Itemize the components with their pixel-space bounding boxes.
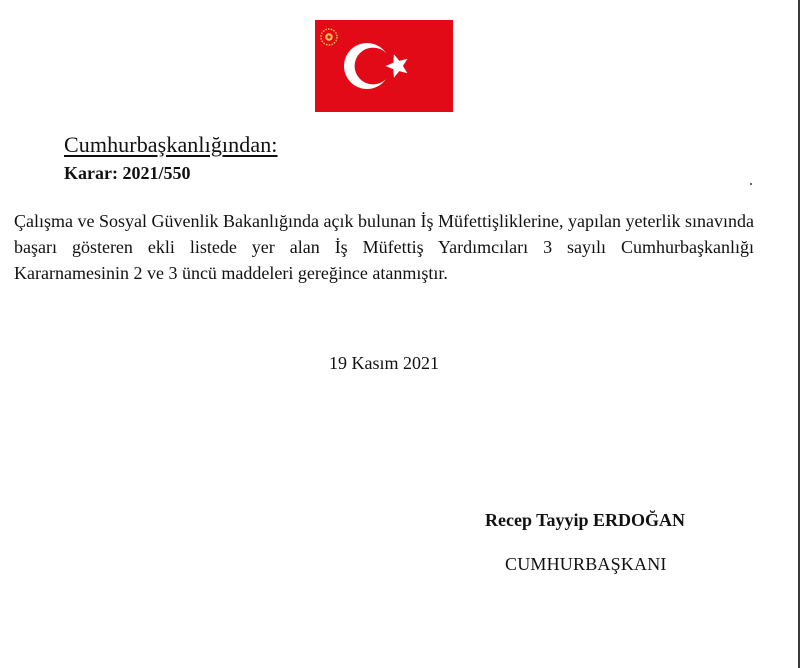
turkish-flag-icon [315, 20, 453, 112]
scan-artifact [750, 183, 752, 185]
signer-title: CUMHURBAŞKANI [505, 554, 667, 574]
decision-body-text: Çalışma ve Sosyal Güvenlik Bakanlığında açık bulunan İş Müfettişliklerine, yapılan yeterlik sınavında başarı gösteren ekli listede yer alan İş Müfettiş Yardımcıları 3 sayılı Cumhurbaşkanlığı Kararnamesinin 2 ve 3 üncü maddeleri gereğince atanmıştır. [14, 211, 754, 283]
signer-name: Recep Tayyip ERDOĞAN [485, 510, 686, 530]
flag-graphic [315, 20, 453, 112]
document-heading: Cumhurbaşkanlığından: [64, 132, 278, 157]
decision-number: Karar: 2021/550 [64, 163, 191, 183]
document-date: 19 Kasım 2021 [329, 353, 439, 373]
